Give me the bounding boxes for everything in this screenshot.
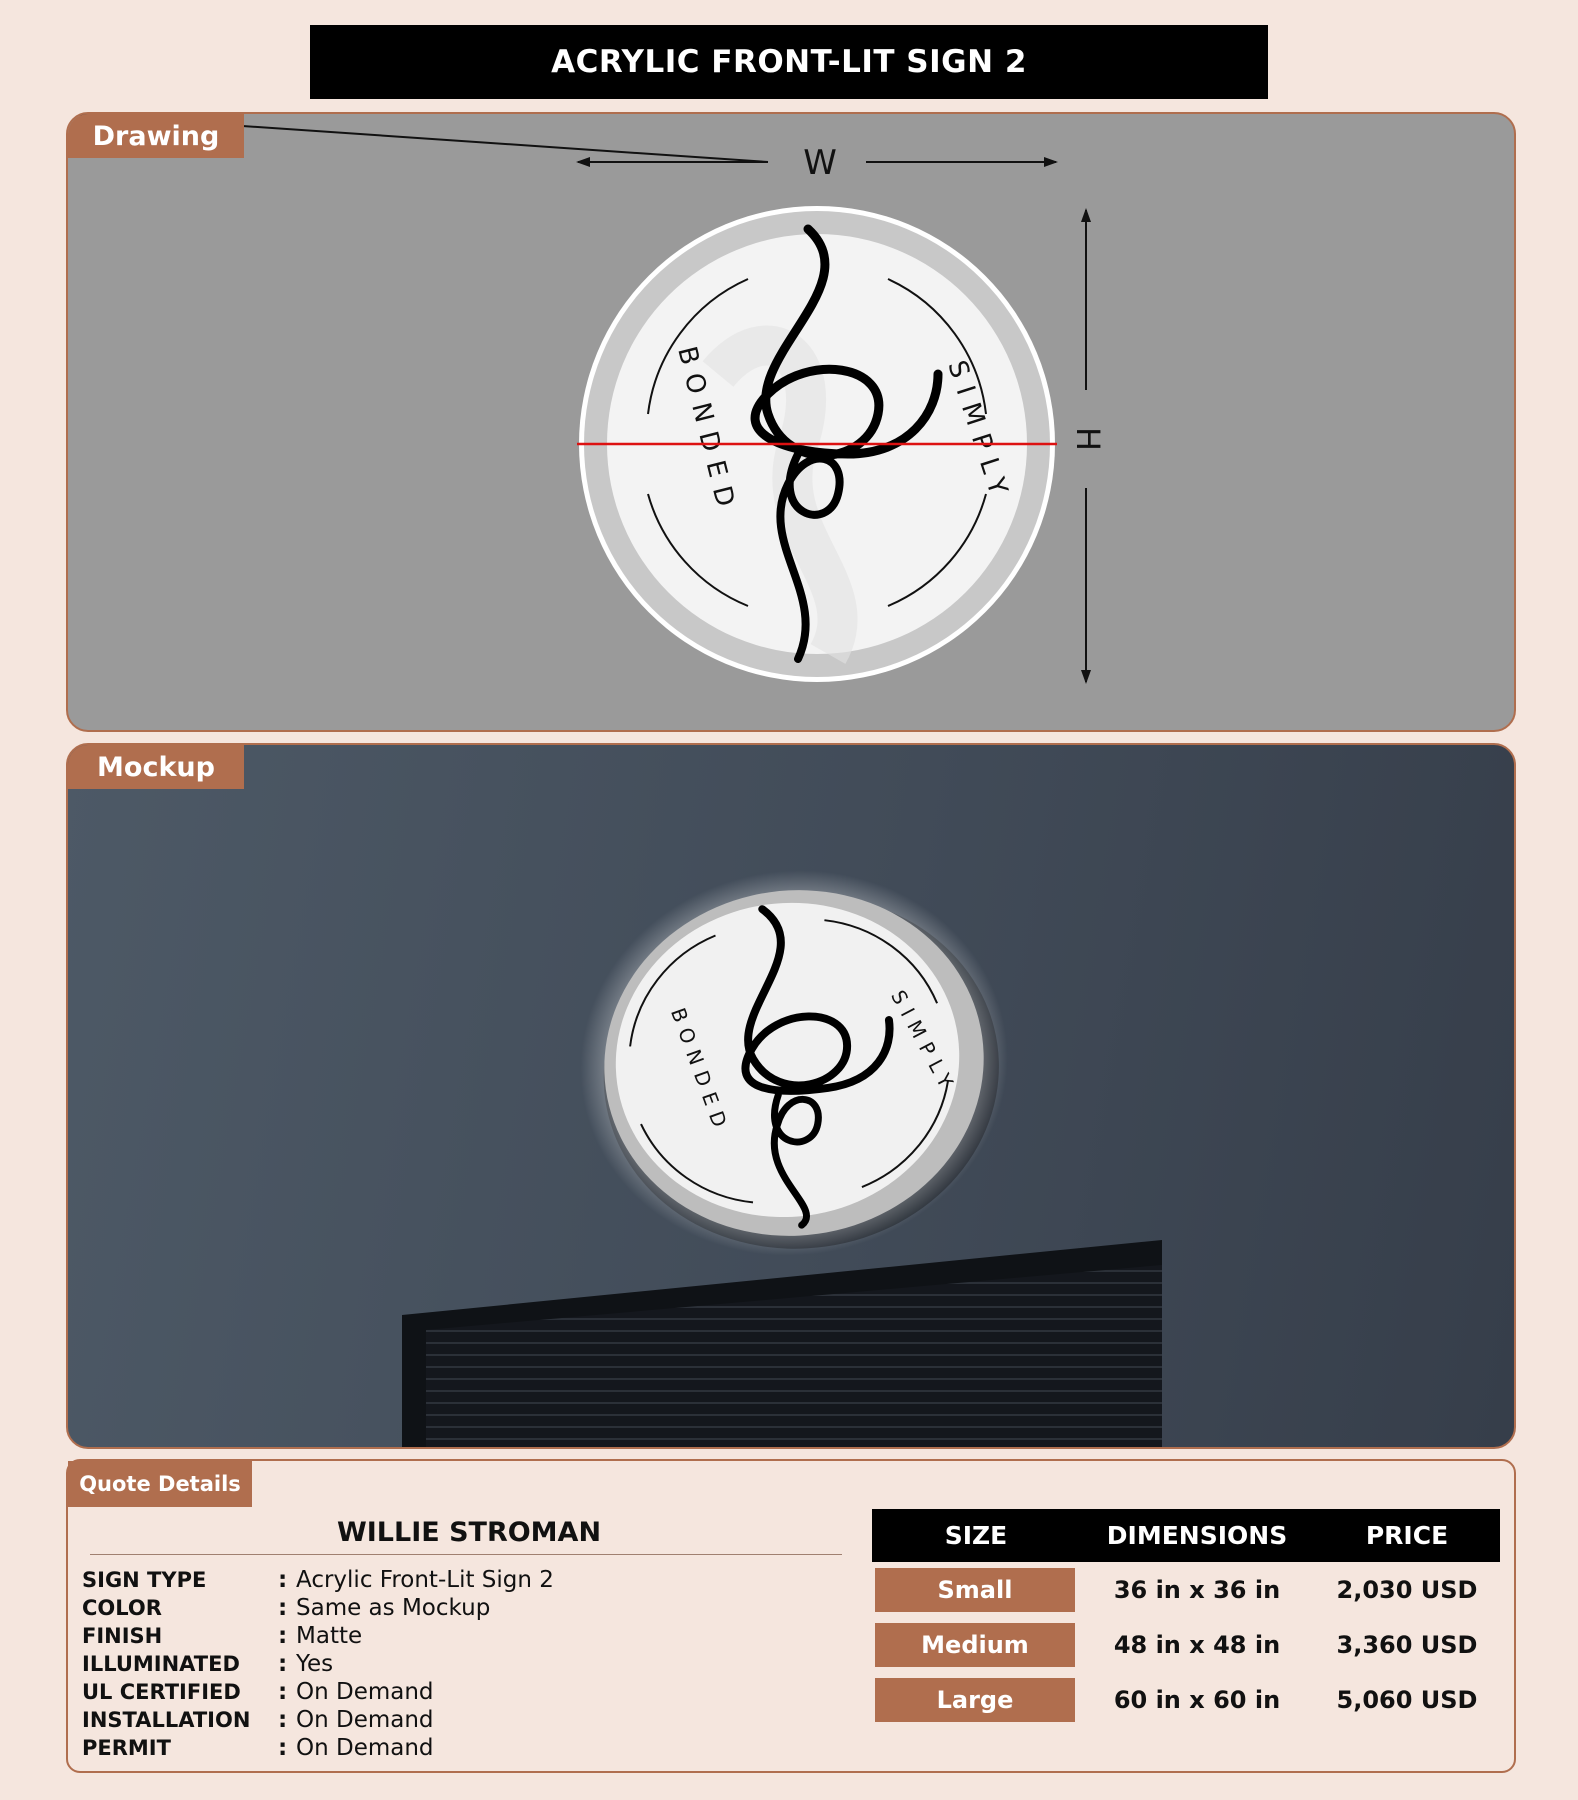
dimensions-cell: 36 in x 36 in	[1113, 1575, 1281, 1604]
spec-value: Yes	[296, 1651, 334, 1677]
spec-colon: :	[278, 1595, 288, 1621]
spec-colon: :	[278, 1679, 288, 1705]
spec-list	[82, 1566, 642, 1762]
divider	[90, 1554, 842, 1555]
spec-row-finish	[82, 1622, 642, 1650]
spec-colon: :	[278, 1735, 288, 1761]
spec-label: INSTALLATION	[82, 1708, 251, 1732]
header-dimensions: DIMENSIONS	[1106, 1521, 1288, 1550]
spec-value: On Demand	[296, 1735, 434, 1761]
size-option-small[interactable]: Small	[875, 1568, 1075, 1612]
spec-value: On Demand	[296, 1679, 434, 1705]
width-label: W	[803, 143, 837, 183]
drawing-panel	[66, 112, 1516, 732]
spec-label: SIGN TYPE	[82, 1568, 207, 1592]
logo-text-top: SIMPLY	[941, 356, 1016, 509]
price-cell: 3,360 USD	[1336, 1630, 1478, 1659]
page-title: ACRYLIC FRONT-LIT SIGN 2	[310, 25, 1268, 99]
spec-value: Matte	[296, 1623, 363, 1649]
price-table-header	[872, 1509, 1500, 1562]
spec-row-color	[82, 1594, 642, 1622]
price-row-large	[872, 1672, 1500, 1727]
price-cell: 2,030 USD	[1336, 1575, 1478, 1604]
spec-label: FINISH	[82, 1624, 163, 1648]
spec-label: COLOR	[82, 1596, 162, 1620]
spec-row-sign-type	[82, 1566, 642, 1594]
spec-row-illuminated	[82, 1650, 642, 1678]
spec-label: ILLUMINATED	[82, 1652, 240, 1676]
spec-colon: :	[278, 1651, 288, 1677]
shutter-door	[402, 1240, 1162, 1447]
height-label: H	[1069, 426, 1107, 452]
height-dimension-arrow	[1069, 210, 1107, 682]
spec-label: PERMIT	[82, 1736, 171, 1760]
mockup-scene	[68, 745, 1514, 1447]
dimension-drawing	[68, 114, 1514, 730]
spec-value: Acrylic Front-Lit Sign 2	[296, 1567, 554, 1593]
spec-colon: :	[278, 1707, 288, 1733]
spec-colon: :	[278, 1623, 288, 1649]
price-table	[872, 1509, 1500, 1727]
dimensions-cell: 60 in x 60 in	[1113, 1685, 1281, 1714]
drawing-tab: Drawing	[68, 114, 244, 158]
quote-details	[66, 1459, 1516, 1773]
mockup-logo-text-bottom: BONDED	[665, 1004, 734, 1138]
spec-colon: :	[278, 1567, 288, 1593]
mockup-panel	[66, 743, 1516, 1449]
price-cell: 5,060 USD	[1336, 1685, 1478, 1714]
mockup-logo-text-top: SIMPLY	[886, 986, 961, 1099]
mockup-tab: Mockup	[68, 745, 244, 789]
spec-row-permit	[82, 1734, 642, 1762]
price-row-small	[872, 1562, 1500, 1617]
sign-logo-mockup	[555, 843, 1032, 1283]
header-size: SIZE	[944, 1521, 1008, 1550]
price-row-medium	[872, 1617, 1500, 1672]
client-name: WILLIE STROMAN	[336, 1517, 602, 1548]
spec-value: Same as Mockup	[296, 1595, 491, 1621]
spec-row-installation	[82, 1706, 642, 1734]
spec-value: On Demand	[296, 1707, 434, 1733]
spec-row-ul-certified	[82, 1678, 642, 1706]
quote-tab: Quote Details	[68, 1461, 252, 1507]
dimensions-cell: 48 in x 48 in	[1113, 1630, 1281, 1659]
size-option-large[interactable]: Large	[875, 1678, 1075, 1722]
size-option-medium[interactable]: Medium	[875, 1623, 1075, 1667]
header-price: PRICE	[1365, 1521, 1449, 1550]
spec-label: UL CERTIFIED	[82, 1680, 241, 1704]
logo-text-bottom: BONDED	[671, 343, 743, 520]
